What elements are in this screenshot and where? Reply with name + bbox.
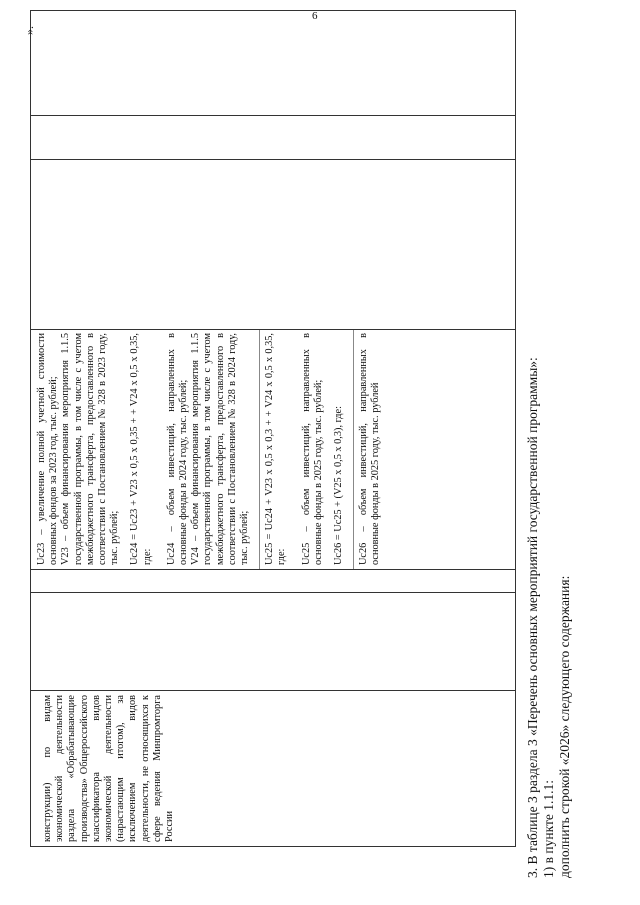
method-block: Uс26 – объем инвестиций, направленных в основные фонды в 2025 году, тыс. рублей (358, 333, 382, 565)
rotated-page-content (20, 12, 576, 880)
table-column-2 (31, 592, 515, 691)
table-column-5 (31, 159, 515, 330)
closing-quote: ». (22, 26, 36, 35)
paragraph: 1) в пункте 1.1.1: (541, 780, 556, 878)
method-text (35, 329, 392, 569)
table-column-6 (31, 115, 515, 160)
indicator-text: конструкции) по видам экономической деятельности раздела «Обрабатывающие производства» Общероссийского классификатора видов экономической деятельности (нарастающим итогом), за исключением видов деятельности, не относящихся к сфере ведения Минпромторга России (42, 695, 176, 842)
method-block: Uс24 – объем инвестиций, направленных в основные фонды в 2024 году, тыс. рублей; V24 – объем финансирования мероприятия 1.1.5 государственной программы, в том числе с учетом межбюджетного трансферта, предоставленного в соответствии с Постановлением № 328 в 2024 году, тыс. рублей; (165, 333, 251, 565)
table-column-7 (31, 10, 515, 116)
method-block: Uс23 – увеличение полной учетной стоимости основных фондов за 2023 год, тыс. рублей; V23 – объем финансирования мероприятия 1.1.5 государственной программы, в том числе с учетом межбюджетного трансферта, предоставленного в соответствии с Постановлением № 328 в 2023 году, тыс. рублей; (36, 333, 121, 565)
paragraph: дополнить строкой «2026» следующего содержания: (557, 575, 572, 878)
method-formula: Uс26 = Uс25 + (V25 x 0,5 x 0,3), где: (333, 406, 345, 565)
method-formula: Uс24 = Uс23 + V23 x 0,5 x 0,35 + + V24 x 0,5 x 0,35, где: (129, 333, 153, 565)
document-table (30, 10, 516, 847)
method-formula: Uс25 = Uс24 + V23 x 0,5 x 0,3 + + V24 x 0,5 x 0,35, где: (264, 333, 288, 565)
page-number: 6 (312, 10, 318, 22)
row-divider (353, 329, 354, 569)
table-column-indicator (31, 691, 515, 846)
table-column-3 (31, 569, 515, 593)
paragraph: 3. В таблице 3 раздела 3 «Перечень основных мероприятий государственной программы»: (525, 357, 540, 878)
method-block: Uс25 – объем инвестиций, направленных в основные фонды в 2025 году, тыс. рублей; (300, 333, 324, 565)
row-divider (259, 329, 260, 569)
table-column-method (31, 329, 515, 570)
